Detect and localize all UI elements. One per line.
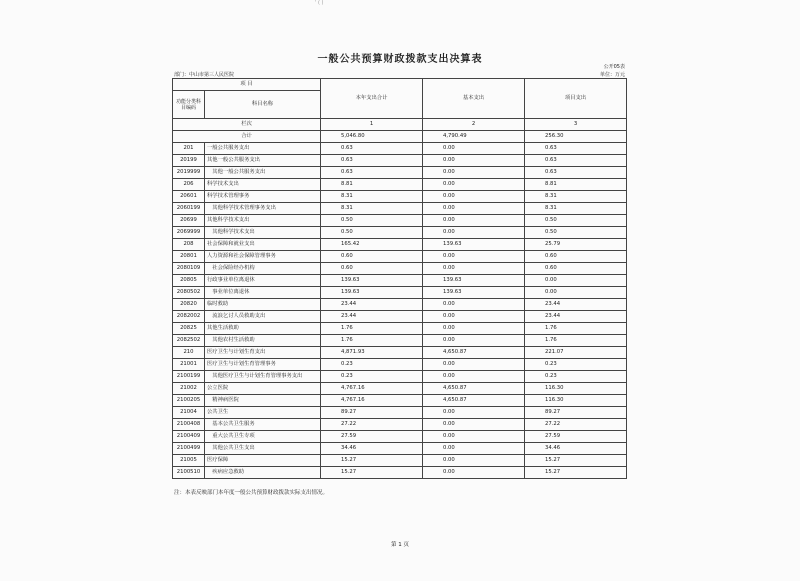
row-total-value: 4,767.16 bbox=[321, 383, 423, 395]
row-name: 其他农村生活救助 bbox=[205, 335, 321, 347]
row-project-value: 1.76 bbox=[525, 335, 627, 347]
total-value: 5,046.80 bbox=[321, 131, 423, 143]
row-total-value: 165.42 bbox=[321, 239, 423, 251]
row-name: 社会保障和就业支出 bbox=[205, 239, 321, 251]
row-total-value: 89.27 bbox=[321, 407, 423, 419]
row-basic-value: 0.00 bbox=[423, 203, 525, 215]
table-row bbox=[173, 191, 627, 203]
table-row bbox=[173, 407, 627, 419]
table-row bbox=[173, 287, 627, 299]
row-code: 210 bbox=[173, 347, 205, 359]
row-project-value: 0.23 bbox=[525, 359, 627, 371]
row-name: 其他科学技术支出 bbox=[205, 227, 321, 239]
row-name: 人力资源和社会保障管理事务 bbox=[205, 251, 321, 263]
row-basic-value: 0.00 bbox=[423, 455, 525, 467]
row-project-value: 27.59 bbox=[525, 431, 627, 443]
row-code: 21001 bbox=[173, 359, 205, 371]
row-name: 临时救助 bbox=[205, 299, 321, 311]
row-code: 21004 bbox=[173, 407, 205, 419]
row-total-value: 27.22 bbox=[321, 419, 423, 431]
row-project-value: 1.76 bbox=[525, 323, 627, 335]
form-number: 公开05表 bbox=[603, 64, 625, 70]
row-code: 20820 bbox=[173, 299, 205, 311]
table-row bbox=[173, 371, 627, 383]
header-basic: 基本支出 bbox=[423, 79, 525, 119]
row-basic-value: 0.00 bbox=[423, 227, 525, 239]
table-row bbox=[173, 251, 627, 263]
row-total-value: 0.63 bbox=[321, 167, 423, 179]
table-row bbox=[173, 311, 627, 323]
row-project-value: 23.44 bbox=[525, 299, 627, 311]
row-project-value: 0.23 bbox=[525, 371, 627, 383]
table-row bbox=[173, 431, 627, 443]
row-code: 2100510 bbox=[173, 467, 205, 479]
row-total-value: 4,871.93 bbox=[321, 347, 423, 359]
row-project-value: 116.30 bbox=[525, 383, 627, 395]
row-project-value: 221.07 bbox=[525, 347, 627, 359]
row-basic-value: 0.00 bbox=[423, 419, 525, 431]
table-row bbox=[173, 467, 627, 479]
row-basic-value: 0.00 bbox=[423, 359, 525, 371]
row-code: 2069999 bbox=[173, 227, 205, 239]
row-code: 20699 bbox=[173, 215, 205, 227]
table-row bbox=[173, 227, 627, 239]
table-row bbox=[173, 335, 627, 347]
row-name: 其他一般公共服务支出 bbox=[205, 167, 321, 179]
row-basic-value: 139.63 bbox=[423, 287, 525, 299]
row-total-value: 8.81 bbox=[321, 179, 423, 191]
row-project-value: 0.00 bbox=[525, 275, 627, 287]
row-basic-value: 0.00 bbox=[423, 443, 525, 455]
row-basic-value: 4,650.87 bbox=[423, 347, 525, 359]
row-code: 206 bbox=[173, 179, 205, 191]
row-project-value: 25.79 bbox=[525, 239, 627, 251]
row-basic-value: 0.00 bbox=[423, 323, 525, 335]
row-code: 2082002 bbox=[173, 311, 205, 323]
header-project-expenditure: 项目支出 bbox=[525, 79, 627, 119]
row-basic-value: 4,650.87 bbox=[423, 383, 525, 395]
row-total-value: 34.46 bbox=[321, 443, 423, 455]
row-name: 精神病医院 bbox=[205, 395, 321, 407]
row-total-value: 23.44 bbox=[321, 311, 423, 323]
row-code: 2060199 bbox=[173, 203, 205, 215]
row-code: 20199 bbox=[173, 155, 205, 167]
table-row bbox=[173, 419, 627, 431]
table-row bbox=[173, 275, 627, 287]
row-basic-value: 0.00 bbox=[423, 179, 525, 191]
row-code: 20801 bbox=[173, 251, 205, 263]
row-name: 科学技术支出 bbox=[205, 179, 321, 191]
row-name: 科学技术管理事务 bbox=[205, 191, 321, 203]
row-project-value: 116.30 bbox=[525, 395, 627, 407]
table-row bbox=[173, 443, 627, 455]
row-total-value: 8.31 bbox=[321, 203, 423, 215]
row-project-value: 15.27 bbox=[525, 455, 627, 467]
row-basic-value: 0.00 bbox=[423, 311, 525, 323]
table-row bbox=[173, 383, 627, 395]
row-code: 208 bbox=[173, 239, 205, 251]
row-name: 其他科学技术管理事务支出 bbox=[205, 203, 321, 215]
row-code: 21002 bbox=[173, 383, 205, 395]
table-row bbox=[173, 347, 627, 359]
row-total-value: 0.60 bbox=[321, 263, 423, 275]
total-basic-value: 4,790.49 bbox=[423, 131, 525, 143]
row-basic-value: 0.00 bbox=[423, 251, 525, 263]
row-name: 流浪乞讨人员救助支出 bbox=[205, 311, 321, 323]
total-label: 合计 bbox=[173, 131, 321, 143]
row-basic-value: 0.00 bbox=[423, 167, 525, 179]
page-number: 第 1 页 bbox=[391, 542, 409, 548]
table-row bbox=[173, 215, 627, 227]
table-row bbox=[173, 299, 627, 311]
scan-edge-mark: ' ( ) bbox=[315, 0, 324, 6]
row-basic-value: 4,650.87 bbox=[423, 395, 525, 407]
row-code: 2100205 bbox=[173, 395, 205, 407]
column-index-1: 1 bbox=[321, 119, 423, 131]
row-project-value: 0.60 bbox=[525, 263, 627, 275]
row-total-value: 15.27 bbox=[321, 467, 423, 479]
row-code: 2019999 bbox=[173, 167, 205, 179]
table-row bbox=[173, 155, 627, 167]
row-basic-value: 139.63 bbox=[423, 275, 525, 287]
row-project-value: 0.50 bbox=[525, 227, 627, 239]
row-total-value: 4,767.16 bbox=[321, 395, 423, 407]
row-name: 医疗保障 bbox=[205, 455, 321, 467]
row-total-value: 139.63 bbox=[321, 287, 423, 299]
row-total-value: 0.50 bbox=[321, 215, 423, 227]
table-row bbox=[173, 359, 627, 371]
row-total-value: 1.76 bbox=[321, 335, 423, 347]
row-total-value: 8.31 bbox=[321, 191, 423, 203]
row-total-value: 1.76 bbox=[321, 323, 423, 335]
unit-label: 单位：万元 bbox=[599, 72, 625, 78]
row-basic-value: 0.00 bbox=[423, 215, 525, 227]
table-footnote: 注：本表反映部门本年度一般公共预算财政拨款实际支出情况。 bbox=[174, 490, 329, 496]
row-code: 2100499 bbox=[173, 443, 205, 455]
header-total: 本年支出合计 bbox=[321, 79, 423, 119]
table-row bbox=[173, 395, 627, 407]
row-basic-value: 0.00 bbox=[423, 143, 525, 155]
row-name: 社会保险经办机构 bbox=[205, 263, 321, 275]
department-label: 部门：中山市第三人民医院 bbox=[174, 72, 235, 78]
row-code: 20825 bbox=[173, 323, 205, 335]
row-code: 2080109 bbox=[173, 263, 205, 275]
row-basic-value: 0.00 bbox=[423, 191, 525, 203]
header-row-project bbox=[173, 79, 627, 91]
table-row bbox=[173, 143, 627, 155]
row-total-value: 27.59 bbox=[321, 431, 423, 443]
row-basic-value: 0.00 bbox=[423, 299, 525, 311]
row-total-value: 0.60 bbox=[321, 251, 423, 263]
row-total-value: 23.44 bbox=[321, 299, 423, 311]
row-total-value: 15.27 bbox=[321, 455, 423, 467]
table-row bbox=[173, 455, 627, 467]
column-index-2: 2 bbox=[423, 119, 525, 131]
row-project-value: 23.44 bbox=[525, 311, 627, 323]
row-name: 其他医疗卫生与计划生育管理事务支出 bbox=[205, 371, 321, 383]
row-project-value: 0.63 bbox=[525, 143, 627, 155]
table-row bbox=[173, 167, 627, 179]
row-project-value: 0.63 bbox=[525, 167, 627, 179]
row-project-value: 0.63 bbox=[525, 155, 627, 167]
row-project-value: 27.22 bbox=[525, 419, 627, 431]
row-code: 201 bbox=[173, 143, 205, 155]
page-title: 一般公共预算财政拨款支出决算表 bbox=[317, 54, 483, 65]
header-project: 项 目 bbox=[173, 79, 321, 91]
row-code: 2080502 bbox=[173, 287, 205, 299]
row-name: 其他科学技术支出 bbox=[205, 215, 321, 227]
row-name: 公共卫生 bbox=[205, 407, 321, 419]
row-code: 20805 bbox=[173, 275, 205, 287]
table-row bbox=[173, 263, 627, 275]
table-row bbox=[173, 179, 627, 191]
row-basic-value: 0.00 bbox=[423, 155, 525, 167]
row-name: 基本公共卫生服务 bbox=[205, 419, 321, 431]
row-project-value: 0.60 bbox=[525, 251, 627, 263]
row-name: 事业单位离退休 bbox=[205, 287, 321, 299]
total-project-value: 256.30 bbox=[525, 131, 627, 143]
row-basic-value: 0.00 bbox=[423, 431, 525, 443]
row-project-value: 89.27 bbox=[525, 407, 627, 419]
budget-table bbox=[172, 78, 627, 479]
table-row bbox=[173, 239, 627, 251]
row-name: 其他公共卫生支出 bbox=[205, 443, 321, 455]
row-basic-value: 0.00 bbox=[423, 407, 525, 419]
row-code: 2100199 bbox=[173, 371, 205, 383]
row-name: 一般公共服务支出 bbox=[205, 143, 321, 155]
row-code: 2082502 bbox=[173, 335, 205, 347]
row-project-value: 34.46 bbox=[525, 443, 627, 455]
column-index-3: 3 bbox=[525, 119, 627, 131]
row-basic-value: 0.00 bbox=[423, 371, 525, 383]
column-index-row bbox=[173, 119, 627, 131]
row-code: 21005 bbox=[173, 455, 205, 467]
row-total-value: 0.63 bbox=[321, 143, 423, 155]
row-name: 医疗卫生与计划生育管理事务 bbox=[205, 359, 321, 371]
row-basic-value: 139.63 bbox=[423, 239, 525, 251]
row-basic-value: 0.00 bbox=[423, 467, 525, 479]
row-project-value: 8.31 bbox=[525, 203, 627, 215]
row-name: 其他生活救助 bbox=[205, 323, 321, 335]
row-project-value: 8.31 bbox=[525, 191, 627, 203]
row-project-value: 8.81 bbox=[525, 179, 627, 191]
row-project-value: 0.00 bbox=[525, 287, 627, 299]
row-name: 公立医院 bbox=[205, 383, 321, 395]
column-index-label: 栏次 bbox=[173, 119, 321, 131]
header-name: 科目名称 bbox=[205, 91, 321, 119]
row-code: 2100408 bbox=[173, 419, 205, 431]
header-code: 功能分类科目编码 bbox=[173, 91, 205, 119]
row-basic-value: 0.00 bbox=[423, 263, 525, 275]
row-code: 2100409 bbox=[173, 431, 205, 443]
table-row bbox=[173, 323, 627, 335]
row-total-value: 0.23 bbox=[321, 371, 423, 383]
row-name: 其他一般公共服务支出 bbox=[205, 155, 321, 167]
row-project-value: 15.27 bbox=[525, 467, 627, 479]
row-total-value: 0.50 bbox=[321, 227, 423, 239]
row-total-value: 139.63 bbox=[321, 275, 423, 287]
row-total-value: 0.63 bbox=[321, 155, 423, 167]
total-row bbox=[173, 131, 627, 143]
table-row bbox=[173, 203, 627, 215]
row-total-value: 0.23 bbox=[321, 359, 423, 371]
row-name: 医疗卫生与计划生育支出 bbox=[205, 347, 321, 359]
row-project-value: 0.50 bbox=[525, 215, 627, 227]
row-name: 行政事业单位离退休 bbox=[205, 275, 321, 287]
row-name: 疾病应急救助 bbox=[205, 467, 321, 479]
row-basic-value: 0.00 bbox=[423, 335, 525, 347]
row-name: 重大公共卫生专项 bbox=[205, 431, 321, 443]
row-code: 20601 bbox=[173, 191, 205, 203]
